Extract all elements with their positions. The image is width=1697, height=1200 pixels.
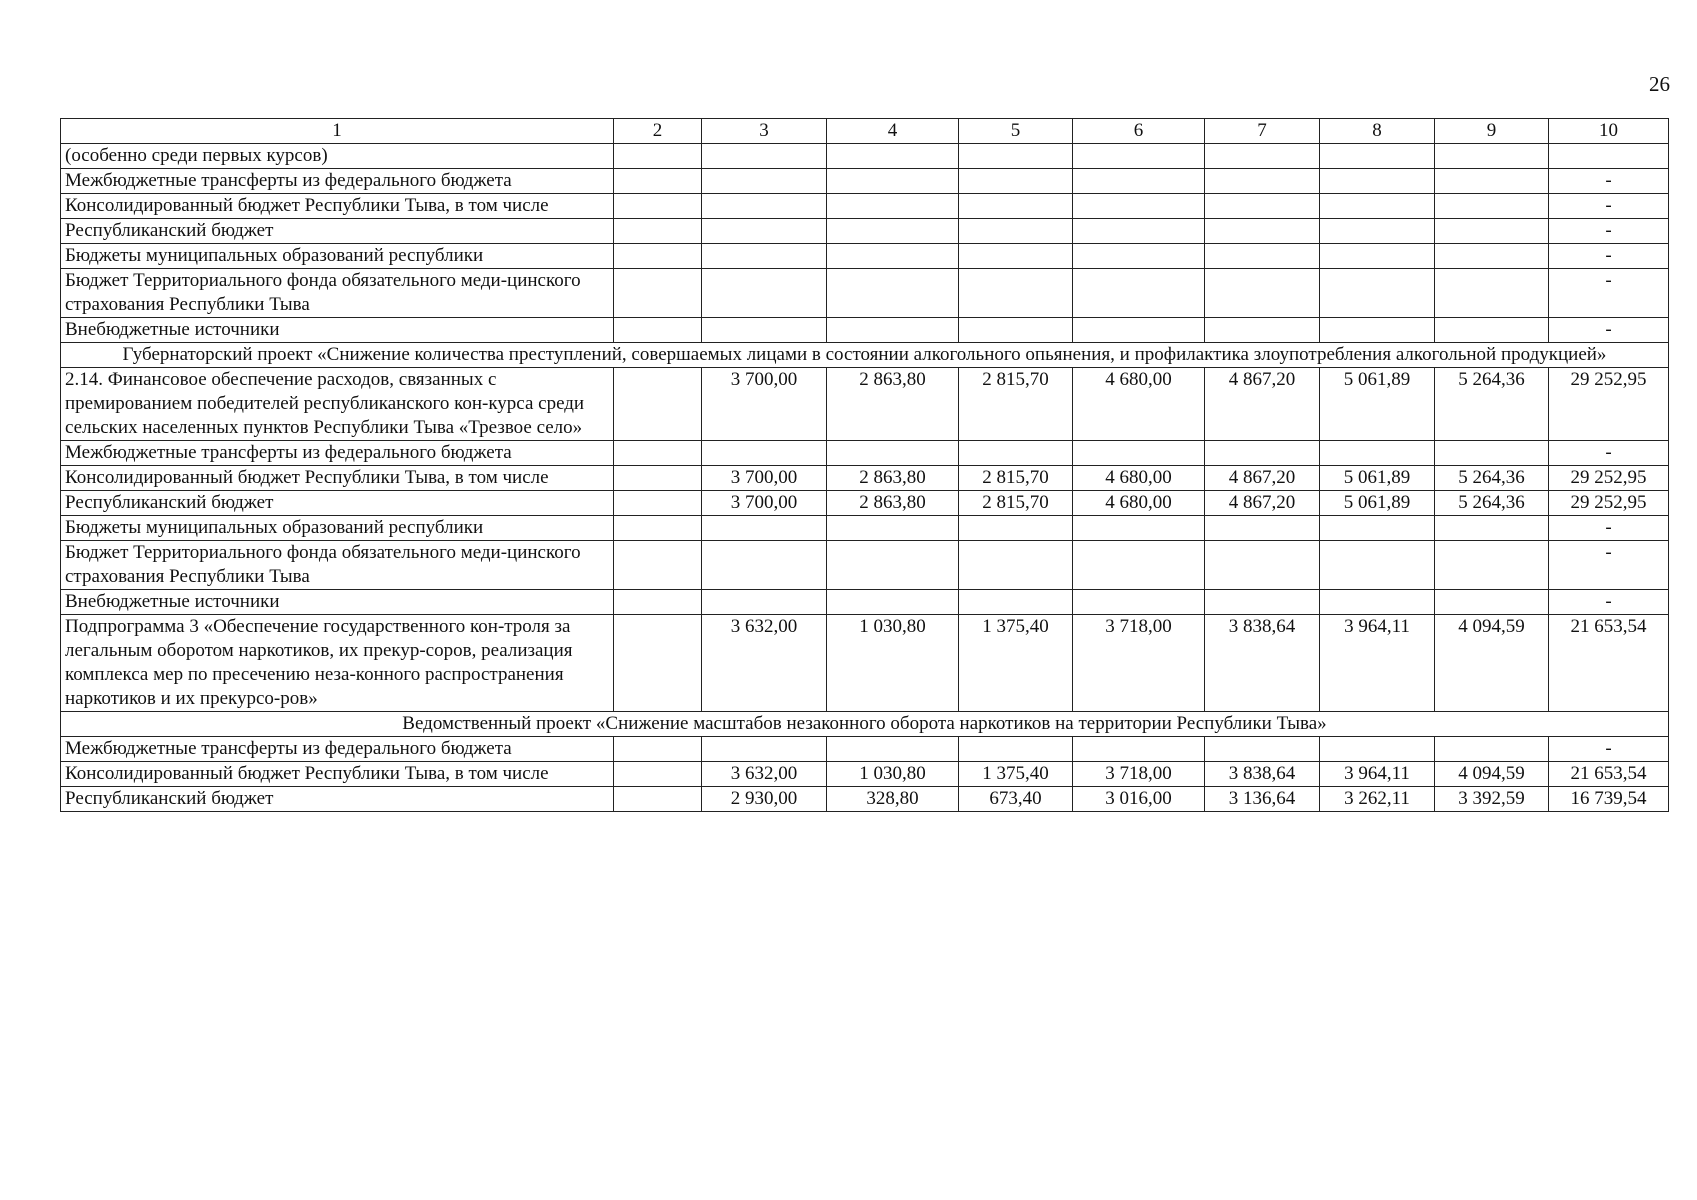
table-row [61,762,1669,787]
value-cell: 3 964,11 [1320,615,1435,712]
value-cell: - [1549,541,1669,590]
value-cell [702,318,827,343]
value-cell: 3 262,11 [1320,787,1435,812]
table-row [61,144,1669,169]
table-row [61,787,1669,812]
value-cell [1435,737,1549,762]
value-cell: 2 863,80 [827,491,959,516]
value-cell: 4 680,00 [1073,491,1205,516]
header-cell: 7 [1205,119,1320,144]
header-cell: 4 [827,119,959,144]
value-cell [959,737,1073,762]
value-cell: 3 632,00 [702,762,827,787]
value-cell [702,269,827,318]
table-row [61,368,1669,441]
value-cell [1435,269,1549,318]
table-row [61,466,1669,491]
row-label: Межбюджетные трансферты из федерального бюджета [61,737,614,762]
value-cell: 3 718,00 [1073,615,1205,712]
value-cell: 2 930,00 [702,787,827,812]
value-cell [959,590,1073,615]
header-cell: 8 [1320,119,1435,144]
value-cell: 2 815,70 [959,368,1073,441]
value-cell: 4 867,20 [1205,466,1320,491]
value-cell [614,541,702,590]
page-number: 26 [1649,72,1670,96]
value-cell [1073,318,1205,343]
value-cell [614,441,702,466]
value-cell [614,615,702,712]
row-label: Внебюджетные источники [61,318,614,343]
value-cell [1073,244,1205,269]
value-cell [1435,194,1549,219]
value-cell [1205,194,1320,219]
value-cell: 3 632,00 [702,615,827,712]
value-cell: 5 264,36 [1435,491,1549,516]
value-cell [1205,169,1320,194]
row-label: Внебюджетные источники [61,590,614,615]
section-title: Губернаторский проект «Снижение количества преступлений, совершаемых лицами в состоянии алкогольного опьянения, и профилактика злоупотребления алкогольной продукцией» [61,343,1669,368]
value-cell: 2 815,70 [959,491,1073,516]
value-cell: 5 061,89 [1320,466,1435,491]
value-cell [702,169,827,194]
header-cell: 10 [1549,119,1669,144]
value-cell: 21 653,54 [1549,762,1669,787]
table-row [61,590,1669,615]
value-cell [1435,441,1549,466]
row-label: Консолидированный бюджет Республики Тыва, в том числе [61,466,614,491]
value-cell [702,244,827,269]
value-cell [614,787,702,812]
value-cell: 29 252,95 [1549,466,1669,491]
table-row [61,737,1669,762]
value-cell: - [1549,244,1669,269]
value-cell [959,144,1073,169]
section-title: Ведомственный проект «Снижение масштабов незаконного оборота наркотиков на территории Республики Тыва» [61,712,1669,737]
value-cell [1073,169,1205,194]
value-cell [959,244,1073,269]
row-label: 2.14. Финансовое обеспечение расходов, связанных с премированием победителей республиканского кон-курса среди сельских населенных пунктов Республики Тыва «Трезвое село» [61,368,614,441]
value-cell [1205,244,1320,269]
value-cell: 2 863,80 [827,466,959,491]
value-cell [1205,219,1320,244]
value-cell [1320,737,1435,762]
value-cell [702,516,827,541]
value-cell [1073,269,1205,318]
value-cell: 2 815,70 [959,466,1073,491]
value-cell [1205,590,1320,615]
value-cell [614,590,702,615]
value-cell: 4 680,00 [1073,466,1205,491]
value-cell [827,144,959,169]
value-cell [702,590,827,615]
value-cell [1073,144,1205,169]
value-cell: - [1549,318,1669,343]
value-cell [614,737,702,762]
value-cell [827,244,959,269]
value-cell [1073,590,1205,615]
value-cell [1320,318,1435,343]
row-label: Республиканский бюджет [61,491,614,516]
value-cell [614,762,702,787]
value-cell [702,541,827,590]
header-cell: 9 [1435,119,1549,144]
value-cell: 3 136,64 [1205,787,1320,812]
value-cell: - [1549,219,1669,244]
value-cell: 3 838,64 [1205,615,1320,712]
value-cell [1320,219,1435,244]
value-cell: 16 739,54 [1549,787,1669,812]
row-label: Бюджеты муниципальных образований республики [61,516,614,541]
value-cell [959,516,1073,541]
value-cell [1435,541,1549,590]
row-label: Подпрограмма 3 «Обеспечение государственного кон-троля за легальным оборотом наркотиков, их прекур-соров, реализация комплекса мер по пресечению неза-конного распространения наркотиков и их прекурсо-ров» [61,615,614,712]
value-cell: 3 700,00 [702,368,827,441]
value-cell [1205,441,1320,466]
value-cell [1320,590,1435,615]
table-row [61,516,1669,541]
value-cell [1320,269,1435,318]
value-cell: 2 863,80 [827,368,959,441]
value-cell: 5 061,89 [1320,491,1435,516]
value-cell [614,244,702,269]
value-cell: - [1549,194,1669,219]
header-cell: 1 [61,119,614,144]
value-cell [1205,737,1320,762]
value-cell [614,194,702,219]
header-cell: 3 [702,119,827,144]
value-cell [1435,318,1549,343]
value-cell [702,144,827,169]
table-row [61,318,1669,343]
value-cell [959,219,1073,244]
value-cell [614,144,702,169]
header-row [61,119,1669,144]
value-cell: 4 680,00 [1073,368,1205,441]
value-cell: 4 094,59 [1435,762,1549,787]
row-label: Бюджеты муниципальных образований республики [61,244,614,269]
budget-table [60,118,1669,812]
value-cell: 3 700,00 [702,466,827,491]
value-cell [959,318,1073,343]
value-cell: 3 392,59 [1435,787,1549,812]
value-cell [1320,194,1435,219]
value-cell [1549,144,1669,169]
table-row [61,244,1669,269]
value-cell [1320,244,1435,269]
row-label: Консолидированный бюджет Республики Тыва, в том числе [61,194,614,219]
value-cell [1320,169,1435,194]
value-cell [1320,541,1435,590]
table-row [61,194,1669,219]
value-cell [1205,144,1320,169]
value-cell: 21 653,54 [1549,615,1669,712]
value-cell: 3 016,00 [1073,787,1205,812]
value-cell [1073,219,1205,244]
value-cell [827,194,959,219]
value-cell: 4 094,59 [1435,615,1549,712]
value-cell [1205,269,1320,318]
value-cell [614,318,702,343]
row-label: Бюджет Территориального фонда обязательного меди-цинского страхования Республики Тыва [61,541,614,590]
table-row [61,169,1669,194]
table-row [61,541,1669,590]
value-cell [1205,318,1320,343]
value-cell: 1 030,80 [827,615,959,712]
value-cell [1320,516,1435,541]
value-cell [1435,516,1549,541]
value-cell [614,368,702,441]
value-cell: 1 375,40 [959,762,1073,787]
value-cell: 1 375,40 [959,615,1073,712]
section-row [61,343,1669,368]
value-cell [827,169,959,194]
value-cell: 5 264,36 [1435,466,1549,491]
value-cell [827,269,959,318]
value-cell [702,737,827,762]
value-cell [827,219,959,244]
header-cell: 2 [614,119,702,144]
value-cell: 673,40 [959,787,1073,812]
header-cell: 6 [1073,119,1205,144]
table-row [61,491,1669,516]
value-cell: 5 061,89 [1320,368,1435,441]
value-cell [702,194,827,219]
value-cell [827,318,959,343]
value-cell [614,466,702,491]
value-cell [827,516,959,541]
value-cell [1435,169,1549,194]
table-body [61,119,1669,812]
value-cell [1435,244,1549,269]
table-row [61,269,1669,318]
value-cell [1435,144,1549,169]
row-label: Республиканский бюджет [61,219,614,244]
value-cell: - [1549,737,1669,762]
row-label: Бюджет Территориального фонда обязательного меди-цинского страхования Республики Тыва [61,269,614,318]
row-label: Консолидированный бюджет Республики Тыва, в том числе [61,762,614,787]
value-cell [1073,541,1205,590]
value-cell [1320,441,1435,466]
value-cell [702,441,827,466]
value-cell [614,169,702,194]
value-cell: - [1549,169,1669,194]
value-cell [1320,144,1435,169]
value-cell: 4 867,20 [1205,368,1320,441]
value-cell: 29 252,95 [1549,491,1669,516]
table-row [61,219,1669,244]
value-cell: 3 838,64 [1205,762,1320,787]
value-cell [959,541,1073,590]
value-cell [827,441,959,466]
value-cell [959,441,1073,466]
value-cell: 29 252,95 [1549,368,1669,441]
value-cell [614,516,702,541]
value-cell [959,169,1073,194]
row-label: Межбюджетные трансферты из федерального бюджета [61,441,614,466]
value-cell [827,737,959,762]
value-cell [959,194,1073,219]
header-cell: 5 [959,119,1073,144]
value-cell [1205,516,1320,541]
row-label: Межбюджетные трансферты из федерального бюджета [61,169,614,194]
value-cell: 328,80 [827,787,959,812]
value-cell: 3 700,00 [702,491,827,516]
value-cell [614,491,702,516]
value-cell: 3 964,11 [1320,762,1435,787]
value-cell [959,269,1073,318]
value-cell: 3 718,00 [1073,762,1205,787]
value-cell: - [1549,441,1669,466]
value-cell: - [1549,590,1669,615]
section-row [61,712,1669,737]
row-label: (особенно среди первых курсов) [61,144,614,169]
value-cell [827,590,959,615]
value-cell [1073,737,1205,762]
value-cell [1205,541,1320,590]
value-cell [1073,194,1205,219]
value-cell [614,269,702,318]
value-cell [614,219,702,244]
value-cell [1435,219,1549,244]
table-row [61,615,1669,712]
value-cell: 1 030,80 [827,762,959,787]
value-cell [702,219,827,244]
value-cell: - [1549,516,1669,541]
value-cell: 4 867,20 [1205,491,1320,516]
value-cell [1073,441,1205,466]
value-cell [1073,516,1205,541]
value-cell [827,541,959,590]
value-cell: - [1549,269,1669,318]
row-label: Республиканский бюджет [61,787,614,812]
value-cell: 5 264,36 [1435,368,1549,441]
table-row [61,441,1669,466]
value-cell [1435,590,1549,615]
